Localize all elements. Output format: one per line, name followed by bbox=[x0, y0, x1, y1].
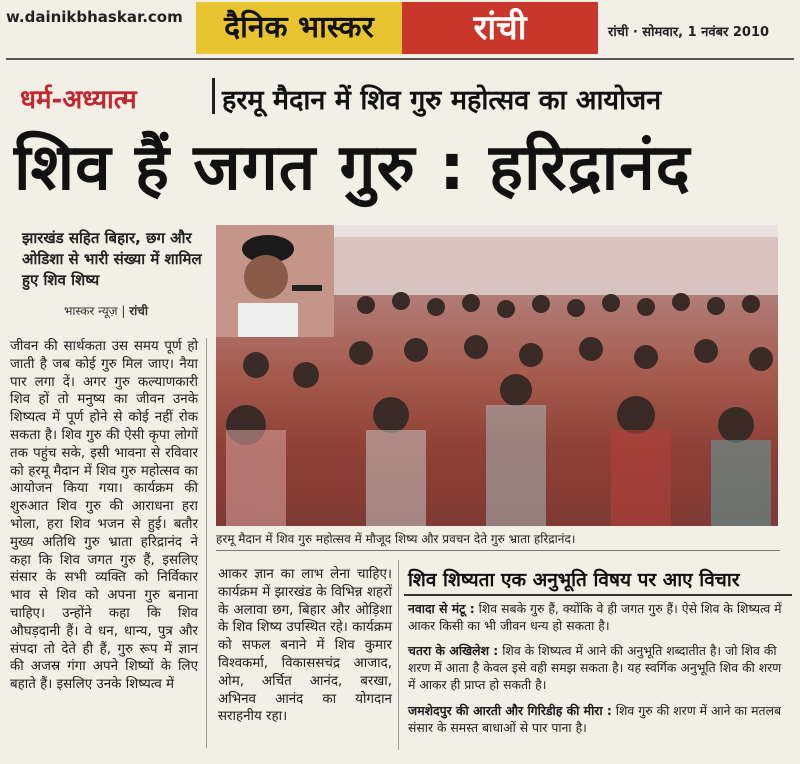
byline bbox=[64, 302, 148, 319]
edition-name: रांची bbox=[402, 2, 598, 54]
side-story-item bbox=[408, 600, 792, 634]
newspaper-logo: दैनिक भास्कर bbox=[196, 2, 402, 54]
masthead-rule bbox=[6, 58, 794, 60]
side-item-text: शिव सबके गुरु हैं, क्योंकि वे ही जगत गुरु हैं। ऐसे शिव के शिष्यत्व में आकर किसी का भी जीवन धन्य हो सकता है। bbox=[408, 601, 782, 633]
side-item-text: शिव के शिष्यत्व में आने की अनुभूति शब्दातीत है। जो शिव की शरण में आता है केवल इसे वही समझ सकता है। यह स्वर्गिक अनुभूति शिव की शरण में आकर ही प्राप्त हो सकती है। bbox=[408, 643, 782, 692]
caption-rule bbox=[216, 550, 780, 551]
kicker-text: हरमू मैदान में शिव गुरु महोत्सव का आयोजन bbox=[222, 85, 662, 116]
article-column-1: जीवन की सार्थकता उस समय पूर्ण हो जाती है जब कोई गुरु मिल जाए। नैया पार लगा दें। अगर गुरु कल्याणकारी शिव हों तो मनुष्य का जीवन उनके शिष्यत्व में पूर्ण होने से कोई नहीं रोक सकता है। शिव गुरु की ऐसी कृपा लोगों तक पहुंच सके, इसी भावना से रविवार को हरमू मैदान में शिव गुरु महोत्सव का आयोजन किया गया। कार्यक्रम की शुरुआत शिव गुरु की आराधना हरा भोला, हरा शिव भजन से हुई। बतौर मुख्य अतिथि गुरु भ्राता हरिद्रानंद ने कहा कि शिव जगत गुरु हैं, इसलिए संसार के सभी व्यक्ति को निर्विकार भाव से शिव को अपना गुरु बनाना चाहिए। उन्होंने कहा कि शिव औघड़दानी हैं। वे धन, धान्य, पुत्र और संपदा तो देते ही हैं, गुरु रूप में ज्ञान की अजस्र गंगा अपने शिष्यों के लिए बहाते हैं। इसलिए उनके शिष्यत्व में bbox=[10, 339, 198, 693]
side-item-lead: चतरा के अखिलेश : bbox=[408, 643, 499, 658]
byline-agency: भास्कर न्यूज़ bbox=[64, 304, 118, 318]
byline-place: रांची bbox=[129, 304, 148, 318]
side-item-text: शिव गुरु की शरण में आने का मतलब संसार के समस्त बाधाओं से पार पाना है। bbox=[408, 703, 782, 735]
side-story-rule bbox=[404, 594, 792, 596]
news-photo bbox=[216, 225, 778, 526]
side-story-title: शिव शिष्यता एक अनुभूति विषय पर आए विचार bbox=[408, 569, 740, 591]
article-column-2: आकर ज्ञान का लाभ लेना चाहिए। कार्यक्रम में झारखंड के विभिन्न शहरों के अलावा छग, बिहार और ओड़िशा के शिव शिष्य उपस्थित रहे। कार्यक्रम को सफल बनाने में शिव कुमार विश्वकर्मा, विकाससचंद्र आजाद, ओम, अर्चित आनंद, बरखा, अभिनव आनंद का योगदान सराहनीय रहा। bbox=[218, 567, 392, 725]
side-item-lead: नवादा से मंटू : bbox=[408, 601, 475, 616]
speaker-inset-photo bbox=[216, 225, 334, 337]
deck-summary: झारखंड सहित बिहार, छग और ओडिशा से भारी संख्या में शामिल हुए शिव शिष्य bbox=[22, 229, 202, 289]
section-category: धर्म-अध्यात्म bbox=[20, 85, 137, 115]
column-divider bbox=[206, 338, 207, 748]
side-story-item bbox=[408, 702, 792, 736]
website-url: w.dainikbhaskar.com bbox=[6, 8, 183, 26]
photo-caption: हरमू मैदान में शिव गुरु महोत्सव में मौजूद शिष्य और प्रवचन देते गुरु भ्राता हरिद्रानंद। bbox=[216, 532, 576, 546]
byline-separator: | bbox=[121, 304, 130, 318]
headline: शिव हैं जगत गुरु : हरिद्रानंद bbox=[14, 131, 691, 205]
side-item-lead: जमशेदपुर की आरती और गिरिडीह की मीरा : bbox=[408, 703, 612, 718]
side-story-divider bbox=[398, 560, 399, 750]
kicker-divider bbox=[212, 78, 215, 114]
dateline: रांची · सोमवार, 1 नवंबर 2010 bbox=[608, 25, 770, 40]
speaker-illustration bbox=[216, 225, 334, 337]
side-story-item bbox=[408, 642, 792, 693]
